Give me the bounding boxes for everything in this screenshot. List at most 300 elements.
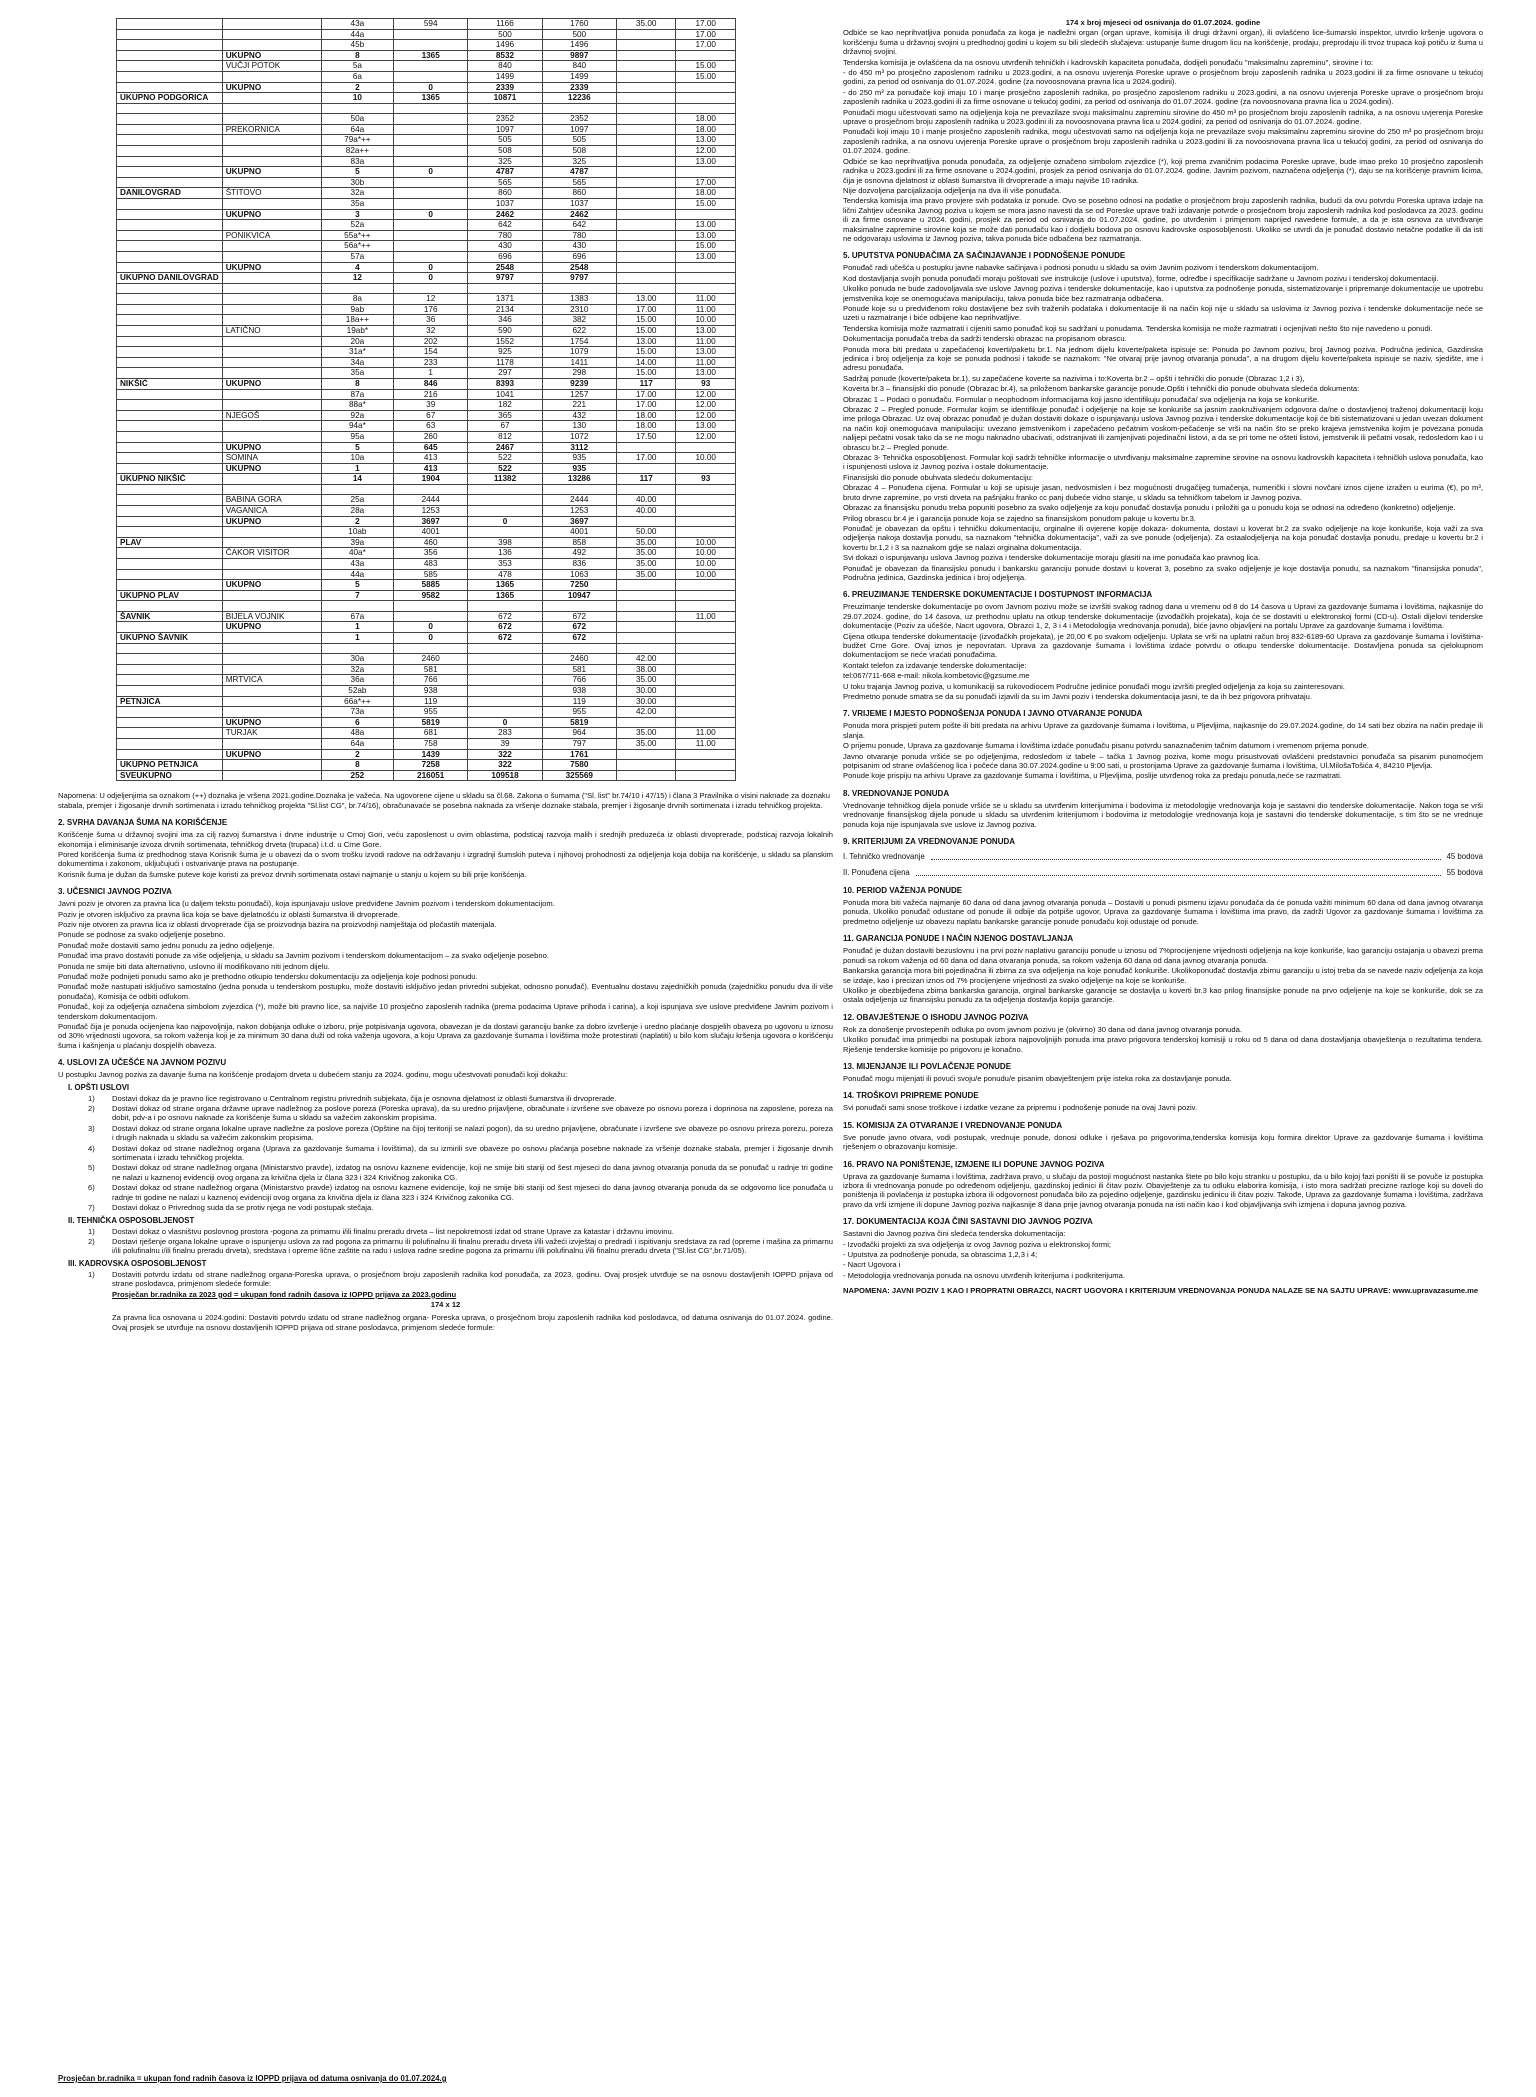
table-cell: 12.00 [676,146,736,157]
location-cell: UKUPNO [222,262,321,273]
paragraph: - do 250 m³ za ponuđače koji imaju 10 i manje prosječno zaposlenih radnika, po prosječno zaposlenom radniku u 2023.godini, a na osnovu uvjerenja Poreske uprave o prosječnom broju zaposlenih radnika u 2023.godini ili za firme osnovane u tekućoj godini, za period od osnivanja do 01.07.2024. godine (za novoosnovana pravna lica u 2024.godini). [843,87,1483,107]
location-cell [222,654,321,665]
table-cell: 836 [542,559,616,570]
table-cell: 0 [394,622,468,633]
table-cell [616,283,676,294]
region-cell: UKUPNO ŠAVNIK [117,633,223,644]
forest-units-table [116,18,736,781]
general-conditions-list [58,1094,833,1213]
location-cell [222,400,321,411]
table-row [117,262,736,273]
table-cell: 9ab [321,304,393,315]
table-cell: 353 [468,559,542,570]
table-cell: 2 [321,516,393,527]
table-cell [394,124,468,135]
table-cell [616,251,676,262]
table-cell: 1 [321,633,393,644]
location-cell [222,135,321,146]
table-cell [676,527,736,538]
table-cell: 460 [394,537,468,548]
region-cell [117,463,223,474]
location-cell [222,220,321,231]
table-cell [542,601,616,612]
table-cell: 432 [542,410,616,421]
table-cell: 5 [321,167,393,178]
table-cell: 39a [321,537,393,548]
table-cell [676,580,736,591]
table-row [117,103,736,114]
table-cell [676,484,736,495]
table-cell: 73a [321,707,393,718]
table-cell: 117 [616,474,676,485]
table-row [117,114,736,125]
table-row [117,199,736,210]
table-row [117,167,736,178]
table-cell [676,273,736,284]
location-cell: SOMINA [222,453,321,464]
table-cell [616,273,676,284]
table-cell: 32 [394,326,468,337]
forest-units-table-wrap [58,18,833,781]
section-8-title: 8. VREDNOVANJE PONUDA [843,788,950,798]
region-cell [117,177,223,188]
paragraph: - Nacrt Ugovora i [843,1260,901,1270]
table-cell: 1253 [542,506,616,517]
section-8-body [843,801,1483,829]
table-cell: 35.00 [616,738,676,749]
region-cell: UKUPNO PLAV [117,590,223,601]
table-cell [616,580,676,591]
staff-capacity-title: III. KADROVSKA OSPOSOBLJENOST [68,1258,207,1268]
region-cell [117,114,223,125]
table-cell: 13.00 [676,135,736,146]
table-cell: 15.00 [616,368,676,379]
list-item [88,1270,833,1289]
table-cell: 35.00 [616,728,676,739]
table-cell: 2444 [542,495,616,506]
table-cell: 40.00 [616,495,676,506]
table-cell: 17.00 [676,40,736,51]
table-cell: 0 [394,167,468,178]
table-cell [616,82,676,93]
table-cell: 2 [321,749,393,760]
paragraph: Rok za donošenje prvostepenih odluka po ovom javnom pozivu je (okvirno) 30 dana od dana javnog otvaranja ponuda. [843,1024,1242,1034]
section-15-title: 15. KOMISIJA ZA OTVARANJE I VREDNOVANJE PONUDA [843,1120,1063,1130]
table-cell [468,495,542,506]
paragraph: Svi dokazi o ispunjavanju uslova Javnog poziva i tenderske dokumentacije moraju glasiti na ime ponuđača kao pravnog lica. [843,553,1261,563]
table-cell: 13.00 [676,156,736,167]
table-cell [321,643,393,654]
region-cell: UKUPNO DANILOVGRAD [117,273,223,284]
table-cell: 925 [468,347,542,358]
table-cell [676,707,736,718]
location-cell: NJEGOŠ [222,410,321,421]
general-conditions-title: I. OPŠTI USLOVI [68,1082,130,1092]
table-cell: 1496 [468,40,542,51]
final-note: NAPOMENA: JAVNI POZIV 1 KAO I PROPRATNI OBRAZCI, NACRT UGOVORA I KRITERIJUM VREDNOVANJA PONUDA NALAZE SE NA SAJTU UPRAVE: www.upravazasume.me [843,1286,1479,1296]
table-cell: 1257 [542,389,616,400]
region-cell [117,241,223,252]
table-row [117,738,736,749]
table-cell: 505 [542,135,616,146]
table-cell: 11.00 [676,336,736,347]
table-cell: 8 [321,760,393,771]
table-row [117,156,736,167]
table-cell: 40.00 [616,506,676,517]
list-item-number: 2) [88,1104,95,1114]
table-cell: 672 [542,622,616,633]
table-cell [394,114,468,125]
table-row [117,273,736,284]
table-cell [616,40,676,51]
table-cell: 935 [542,463,616,474]
list-item-text: Dostavi rješenje organa lokalne uprave o ispunjenju uslova za rad pogona za primarnu ili polufinalnu ili finalnu preradu drveta i/ili važeći izvještaj o predradi i ispitivanju sredstava za rad (opreme i mašina za primarnu i/ili polufinalnu i/ili finalnu preradu drveta), sredstava i opreme lične zaštite na radu i uslova radne sredine pogona za primarnu i/ili polufinalnu i/ili finalnu preradu drveta ("Sl.list CG",br.71/05). [112,1236,833,1256]
table-cell [616,262,676,273]
table-cell [676,103,736,114]
table-cell: 202 [394,336,468,347]
section-6-title: 6. PREUZIMANJE TENDERSKE DOKUMENTACIJE I DOSTUPNOST INFORMACIJA [843,590,1153,600]
table-row [117,379,736,390]
region-cell: PLAV [117,537,223,548]
region-cell [117,19,223,30]
table-cell: 840 [468,61,542,72]
table-cell [394,220,468,231]
table-cell: 500 [542,29,616,40]
table-cell: 1063 [542,569,616,580]
location-cell: UKUPNO [222,167,321,178]
region-cell [117,326,223,337]
table-cell: 18.00 [676,188,736,199]
table-cell: 1 [321,463,393,474]
region-cell [117,749,223,760]
table-cell [468,654,542,665]
paragraph: Ponuda mora biti predata u zapečaćenoj koverti/paketu br.1. Na jednom dijelu koverte/paketa ispisuje se: Ponuda po Javnom pozivu, broj Javnog poziva. Područna jedinica, Gazdinska jedinica i broj odjeljenja za koje se ponuda podnosi i takođe se naznakom: "Ne otvaraj prije javnog otvaranja ponuda", a na drugom dijelu koverte/paketa ispisuje se naziv, sjedište, ime i adresu ponuđača. [843,344,1483,373]
region-cell: UKUPNO PODGORICA [117,93,223,104]
table-cell: 1411 [542,357,616,368]
table-cell [394,29,468,40]
section-3-paragraph: Poziv je otvoren isključivo za pravna lica koja se bave djelatnošću iz oblasti šumarstva ili drvoprerade. [58,909,400,919]
formula-2023: Prosječan br.radnika za 2023 god = ukupan fond radnih časova iz IOPPD prijava za 2023.godinu [112,1289,457,1299]
table-cell [468,506,542,517]
table-cell: 12.00 [676,389,736,400]
table-cell: 1166 [468,19,542,30]
table-cell [676,622,736,633]
section-3-body [58,899,833,1050]
table-cell: 938 [542,685,616,696]
list-item-text: Dostaviti potvrdu izdatu od strane nadležnog organa-Poreska uprava, o prosječnom broju zaposlenih radnika kod ponuđača, za 2023. godinu. Ovaj prosjek utvrđuje se na osnovu dostavljenih IOPPD prijava od strane poslodavca, primjenom sledeće formule: [112,1269,833,1289]
paragraph: Obrazac 4 – Ponuđena cijena. Formular u koji se upisuje jasan, nedvosmislen i bez mogućnosti drugačijeg tumačenja, numerički i slovni novčani iznos cijene izražen u eurima (€), po m³, bruto drvne zapremine, po vrsti drveta na pašnjaku franko cc panj dubeće vidno stanje, u skladu sa tehničkom tabelom iz Javnog poziva. [843,483,1483,502]
table-cell: 12.00 [676,400,736,411]
location-cell [222,484,321,495]
table-cell: 36 [394,315,468,326]
table-cell: 18.00 [676,124,736,135]
table-cell: 1365 [468,580,542,591]
table-cell [616,760,676,771]
table-row [117,537,736,548]
region-cell [117,29,223,40]
section-15-body [843,1133,1483,1152]
location-cell: UKUPNO [222,749,321,760]
list-item-text: Dostavi dokaz od strane nadležnog organa (Ministarstvo pravde) izdatog na osnovu kaznene evidencije, koji ne smije biti stariji od šest mjeseci do dana javnog otvaranja ponuda da se odgovorno lice ponuđača u radnje tri godine ne nalazi u kaznenoj evidenciji ovog organa za krivična djela iz člana 323 i 324 Krivičnog zakonika CG. [112,1183,833,1202]
table-cell: 2339 [468,82,542,93]
table-row [117,294,736,305]
table-cell: 28a [321,506,393,517]
section-3-paragraph: Ponuđač, koji za odjeljenja označena simbolom zvjezdica (*), može biti pravno lice, sa najviše 10 prosječno zaposlenih radnika (prema podacima Uprave prihoda i carina), a koji ispunjava sve uslove predviđene Javnim pozivom i tenderskom dokumentacijom. [58,1002,833,1021]
region-cell [117,61,223,72]
table-cell: 478 [468,569,542,580]
region-cell [117,516,223,527]
location-cell [222,707,321,718]
table-cell: 356 [394,548,468,559]
table-cell: 35.00 [616,569,676,580]
list-item [88,1183,833,1202]
table-row [117,61,736,72]
region-cell [117,220,223,231]
location-cell: VUČJI POTOK [222,61,321,72]
table-cell: 492 [542,548,616,559]
table-row [117,685,736,696]
table-cell: 346 [468,315,542,326]
table-cell: 585 [394,569,468,580]
table-cell: 382 [542,315,616,326]
table-cell [676,262,736,273]
table-cell: 88a* [321,400,393,411]
table-cell: 7250 [542,580,616,591]
table-cell [616,103,676,114]
table-cell: 766 [542,675,616,686]
left-column [58,18,833,2078]
section-3-paragraph: Poziv nije otvoren za pravna lica iz oblasti drvoprerade čija se proizvodnja bazira na proizvodnji namještaja od pločastih materijala. [58,919,497,929]
paragraph: Prilog obrascu br.4 je i garancija ponude koja se zajedno sa finansijskom ponudom pakuje u kovertu br.3. [843,513,1196,523]
location-cell [222,273,321,284]
section-3-paragraph: Ponude se podnose za svako odjeljenje posebno. [58,930,226,940]
table-cell [468,484,542,495]
table-cell: 413 [394,453,468,464]
table-cell [468,643,542,654]
table-cell: 117 [616,379,676,390]
table-cell: 93 [676,474,736,485]
table-cell: 672 [468,633,542,644]
table-cell: 1178 [468,357,542,368]
section-3-paragraph: Ponuđač može dostaviti samo jednu ponudu za jedno odjeljenje. [58,940,275,950]
table-cell [616,156,676,167]
table-cell [616,124,676,135]
table-cell: 322 [468,749,542,760]
table-cell: 15.00 [676,241,736,252]
table-row [117,707,736,718]
table-cell: 57a [321,251,393,262]
table-cell: 508 [542,146,616,157]
table-cell: 1499 [542,71,616,82]
table-cell: 67 [394,410,468,421]
table-cell: 508 [468,146,542,157]
table-cell: 522 [468,453,542,464]
table-cell: 11.00 [676,294,736,305]
section-13-title: 13. MIJENJANJE ILI POVLAČENJE PONUDE [843,1061,1012,1071]
table-cell: 30.00 [616,696,676,707]
table-cell: 14 [321,474,393,485]
table-cell: 780 [542,230,616,241]
paragraph: Obrazac za finansijsku ponudu treba popuniti posebno za svako odjeljenje za koju ponuđač dostavlja ponudu i priložiti ga u ponudu koja se odnosi na određeno (konkretno) odjeljenje. [843,503,1456,513]
table-row [117,527,736,538]
region-cell [117,421,223,432]
location-cell [222,103,321,114]
table-cell: 2339 [542,82,616,93]
table-cell: 672 [468,622,542,633]
section-5-title: 5. UPUTSTVA PONUĐAČIMA ZA SAČINJAVANJE I PODNOŠENJE PONUDE [843,251,1126,261]
table-cell: 64a [321,124,393,135]
table-cell: 7580 [542,760,616,771]
table-cell [616,442,676,453]
list-item [88,1237,833,1256]
region-cell: DANILOVGRAD [117,188,223,199]
table-cell [676,463,736,474]
table-cell: 216 [394,389,468,400]
table-cell: 283 [468,728,542,739]
table-cell [394,601,468,612]
paragraph: - do 450 m³ po prosječno zaposlenom radniku u 2023.godini, a na osnovu uvjerenja Poreske uprave o prosječnom broju zaposlenih radnika u 2023.godini ili za firme osnovane u tekućoj godini, za period od osnivanja do 01.07.2024. godine (za novoosnovana pravna lica u 2024.godini). [843,68,1483,87]
table-cell [468,283,542,294]
region-cell [117,389,223,400]
table-row [117,590,736,601]
table-cell: 13.00 [676,230,736,241]
table-cell [616,50,676,61]
location-cell: TURJAK [222,728,321,739]
table-cell: 858 [542,537,616,548]
formula-new-companies-text: Za pravna lica osnovana u 2024.godini: Dostaviti potvrdu izdatu od strane nadležnog organa- Poreska uprava, o prosječnom broju zaposlenih radnika kod poslodavca, od datuma osnivanja do 01.07.2024. godine. Ovaj prosjek se utvrđuje na osnovu dostavljenih IOPPD prijava od strane poslodavca, primjenom sledeće formule: [112,1313,833,1332]
location-cell [222,251,321,262]
table-cell: 216051 [394,770,468,781]
region-cell [117,738,223,749]
table-cell: 94a* [321,421,393,432]
table-cell: 3 [321,209,393,220]
table-cell: 30b [321,177,393,188]
location-cell [222,696,321,707]
table-cell: 7 [321,590,393,601]
table-cell: 1761 [542,749,616,760]
table-cell [616,590,676,601]
table-cell: 52ab [321,685,393,696]
location-cell [222,559,321,570]
criterion-price [843,868,1483,878]
location-cell [222,294,321,305]
table-cell: 35.00 [616,548,676,559]
table-cell: 17.00 [616,304,676,315]
paragraph: O prijemu ponude, Uprava za gazdovanje šumama i lovištima izdaće ponuđaču pisanu potvrdu sanaznačenim tačnim datumom i vremenom prijema ponude. [843,741,1369,751]
table-cell [468,527,542,538]
table-cell: 32a [321,664,393,675]
table-cell: 398 [468,537,542,548]
table-cell: 2462 [542,209,616,220]
table-cell: 1496 [542,40,616,51]
table-cell: 1097 [468,124,542,135]
paragraph: Tenderska komisija može razmatrati i cijeniti samo ponuđač koji su sadržani u ponudama. Tenderska komisija ne može razmatrati i ocjenjivati nešto što nije navedeno u ponudi. [843,323,1433,333]
table-row [117,209,736,220]
table-cell [676,675,736,686]
table-cell: 5 [321,442,393,453]
table-cell [616,241,676,252]
list-item-text: Dostavi dokaz od strane organa državne uprave nadležnog za poslove poreza (Poreska uprava), da su uredno prijavljene, obračunate i izvršene sve obaveze po osnovu poreza i doprinosa na zaposlene, poreza na dobit, pdv-a i po osnovu naknade za korišćenje šuma u skladu sa važećim zakonskim propisima. [112,1104,833,1123]
table-cell: 0 [394,633,468,644]
region-cell [117,304,223,315]
table-row [117,770,736,781]
location-cell [222,601,321,612]
table-row [117,389,736,400]
table-cell: 780 [468,230,542,241]
table-cell [676,717,736,728]
table-cell: 565 [468,177,542,188]
table-cell: 48a [321,728,393,739]
region-cell [117,442,223,453]
location-cell [222,368,321,379]
section-3-paragraph: Ponuđač može nastupati isključivo samostalno (jedna ponuda u tenderskom postupku, može dostaviti isključivo jedan privredni subjekat, odnosno ponuđač). Eventualnu dostavu zajedničkih ponuda (zajedničku ponudu dva ili više ponuđača), Komisija će odbiti odlukom. [58,982,833,1001]
table-row [117,241,736,252]
table-row [117,675,736,686]
table-row [117,251,736,262]
table-cell: 322 [468,760,542,771]
table-cell: 1499 [468,71,542,82]
region-cell [117,315,223,326]
table-cell: 10.00 [676,559,736,570]
table-cell [394,135,468,146]
region-cell [117,431,223,442]
location-cell [222,770,321,781]
paragraph: Finansijski dio ponude obuhvata sledeću dokumentaciju: [843,472,1033,482]
table-cell: 15.00 [676,71,736,82]
table-cell: 955 [394,707,468,718]
table-cell: 12 [394,294,468,305]
table-cell: 42.00 [616,654,676,665]
list-item-text: Dostavi dokaz od strane nadležnog organa (Uprava za gazdovanje šumama i lovištima), da su izmirili sve obaveze po osnovu plaćanja posebne naknade za vršenje doznake stabala, premjer i žigosanje drvnih sortimenata i izradu tehničkog projekta. [112,1143,833,1163]
table-cell: 812 [468,431,542,442]
table-cell: 63 [394,421,468,432]
list-item-number: 1) [88,1226,95,1236]
table-cell: 325 [542,156,616,167]
section-9-title: 9. KRITERIJUMI ZA VREDNOVANJE PONUDA [843,837,1016,847]
location-cell [222,738,321,749]
table-cell: 590 [468,326,542,337]
table-cell: 17.00 [616,453,676,464]
paragraph: Tenderska komisija je ovlašćena da na osnovu utvrđenih tehničkih i kadrovskih kapaciteta ponuđača, dodijeli ponuđaču "maksimalnu zapreminu", sirovine i to: [843,57,1374,67]
location-cell: UKUPNO [222,442,321,453]
region-cell: UKUPNO PETNJICA [117,760,223,771]
paragraph: Kontakt telefon za izdavanje tenderske dokumentacije: [843,660,1027,670]
table-cell: 696 [542,251,616,262]
table-cell: 13.00 [676,326,736,337]
table-cell: 840 [542,61,616,72]
table-cell: 18a++ [321,315,393,326]
paragraph: Obrazac 3- Tehnička osposobljenost. Formular koji sadrži tehničke informacije o utvrđivanju maksimalne zapremine sirovine na osnovu kadrovskih kapaciteta i tehničkih uslova ponuđača, kao i ispunjenosti uslova iz Javnog poziva i ostale dokumentacije. [843,453,1483,472]
region-cell [117,357,223,368]
table-cell: 672 [542,633,616,644]
table-cell: 522 [468,463,542,474]
section-3-title: 3. UČESNICI JAVNOG POZIVA [58,887,172,897]
paragraph: tel:067/711-668 e-mail: nikola.kombetovic@gzsume.me [843,671,1030,681]
region-cell [117,664,223,675]
table-cell: 4787 [468,167,542,178]
list-item [88,1163,833,1182]
table-cell: 0 [394,209,468,220]
section-14-title: 14. TROŠKOVI PRIPREME PONUDE [843,1091,979,1101]
table-cell [394,177,468,188]
location-cell [222,347,321,358]
location-cell: MRTVICA [222,675,321,686]
table-cell: 15.00 [676,199,736,210]
paragraph: Uprava za gazdovanje šumama i lovištima, zadržava pravo, u slučaju da postoji mogućnost nastanka štete po bilo koju stranku u postupku, da u bilo kojoj fazi poništi ili se povuče iz postupka izbora ili vrednovanja ponude po određenom odjeljenju, gazdinskoj jedinici ili čitav poziv. Obavještenje za tu odluku elaborira komisija, i isto mora sadržati precizne razloge koji su doveli do poništenja ili povlačenja iz postupka izbora ili odgovornost ponuđača bilo za pojedino odjeljenje, gazdinsku jedinicu ili čitav poziv. Takođe, Uprava za gazdovanje šumama i lovištima, zadržava pravo da vrši izmjene ili dopune Javnog poziva najkasnije 8 dana prije javnog otvaranja ponuda na isti način kao i kod objavljivanja svih izmjena i dopuna javnog poziva. [843,1171,1483,1209]
location-cell: VAGANICA [222,506,321,517]
table-cell [394,156,468,167]
region-cell [117,548,223,559]
